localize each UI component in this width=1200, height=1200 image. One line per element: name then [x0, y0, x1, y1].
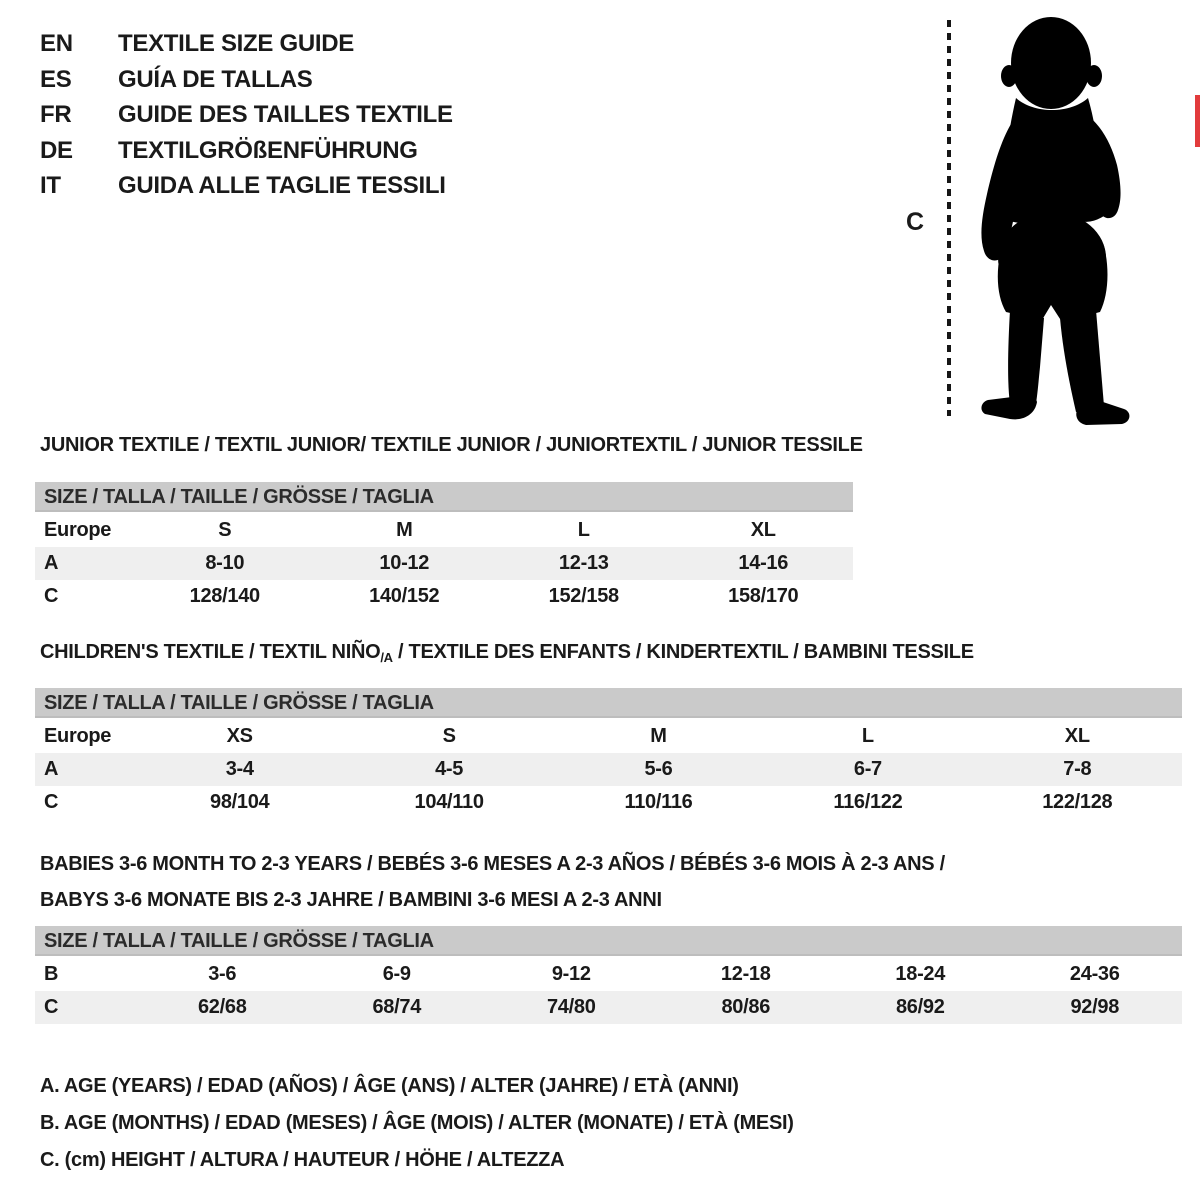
row-label: Europe — [44, 519, 112, 541]
children-title-text: CHILDREN'S TEXTILE / TEXTIL NIÑO — [40, 641, 381, 663]
children-size-banner: SIZE / TALLA / TAILLE / GRÖSSE / TAGLIA — [35, 688, 1182, 718]
footnote-age-years: A. AGE (YEARS) / EDAD (AÑOS) / ÂGE (ANS) / ALTER (JAHRE) / ETÀ (ANNI) — [40, 1075, 739, 1097]
height-cell: 158/170 — [728, 585, 799, 607]
months-cell: 6-9 — [382, 963, 411, 985]
size-cell: M — [650, 725, 667, 747]
language-title-list — [40, 30, 453, 208]
row-label: Europe — [44, 725, 112, 747]
red-edge-mark — [1195, 95, 1200, 147]
language-title: TEXTILGRÖßENFÜHRUNG — [118, 136, 418, 164]
junior-section-title: JUNIOR TEXTILE / TEXTIL JUNIOR/ TEXTILE JUNIOR / JUNIORTEXTIL / JUNIOR TESSILE — [40, 434, 863, 456]
table-row-height — [35, 786, 1182, 819]
months-cell: 12-18 — [720, 963, 771, 985]
height-cell: 140/152 — [369, 585, 440, 607]
height-cell: 104/110 — [414, 791, 484, 813]
language-code: IT — [40, 172, 61, 199]
language-row-es — [40, 66, 453, 91]
children-title-subscript: /A — [380, 650, 393, 665]
language-title: GUIDA ALLE TAGLIE TESSILI — [118, 172, 446, 199]
footnotes — [40, 1068, 794, 1179]
row-label: B — [44, 963, 59, 985]
junior-table — [35, 514, 853, 613]
babies-title-line2: BABYS 3-6 MONATE BIS 2-3 JAHRE / BAMBINI 3-6 MESI A 2-3 ANNI — [40, 889, 662, 911]
months-cell: 3-6 — [208, 963, 237, 985]
age-cell: 3-4 — [225, 758, 254, 780]
age-cell: 12-13 — [558, 552, 609, 574]
table-row-sizes — [35, 720, 1182, 753]
size-cell: L — [577, 519, 590, 541]
toddler-silhouette-icon — [958, 12, 1143, 436]
age-cell: 6-7 — [853, 758, 882, 780]
table-row-height — [35, 991, 1182, 1024]
months-cell: 24-36 — [1069, 963, 1120, 985]
row-label: C — [44, 791, 59, 813]
height-cell: 80/86 — [721, 996, 771, 1018]
size-cell: M — [396, 519, 413, 541]
age-cell: 8-10 — [205, 552, 245, 574]
age-cell: 14-16 — [738, 552, 789, 574]
height-cell: 62/68 — [197, 996, 247, 1018]
language-title: GUIDE DES TAILLES TEXTILE — [118, 101, 453, 128]
footnote-age-months: B. AGE (MONTHS) / EDAD (MESES) / ÂGE (MOIS) / ALTER (MONATE) / ETÀ (MESI) — [40, 1112, 794, 1134]
height-cell: 110/116 — [624, 791, 693, 813]
table-row-height — [35, 580, 853, 613]
height-measure-label: C — [906, 208, 924, 236]
height-cell: 152/158 — [548, 585, 619, 607]
language-row-it — [40, 172, 453, 197]
children-section-title — [40, 641, 974, 665]
size-cell: S — [442, 725, 456, 747]
babies-size-banner: SIZE / TALLA / TAILLE / GRÖSSE / TAGLIA — [35, 926, 1182, 956]
height-cell: 128/140 — [189, 585, 260, 607]
babies-title-line1: BABIES 3-6 MONTH TO 2-3 YEARS / BEBÉS 3-6 MESES A 2-3 AÑOS / BÉBÉS 3-6 MOIS À 2-3 ANS / — [40, 853, 945, 875]
table-row-age — [35, 547, 853, 580]
language-row-de — [40, 137, 453, 162]
size-cell: XL — [750, 519, 776, 541]
size-cell: XL — [1064, 725, 1090, 747]
children-title-text: / TEXTILE DES ENFANTS / KINDERTEXTIL / BAMBINI TESSILE — [392, 641, 974, 663]
language-row-fr — [40, 101, 453, 126]
babies-section-title — [40, 846, 945, 918]
language-title: GUÍA DE TALLAS — [118, 65, 313, 93]
language-title: TEXTILE SIZE GUIDE — [118, 30, 354, 57]
row-label: A — [44, 758, 59, 780]
months-cell: 9-12 — [551, 963, 591, 985]
height-cell: 92/98 — [1070, 996, 1120, 1018]
babies-table — [35, 958, 1182, 1024]
language-code: ES — [40, 65, 72, 93]
height-cell: 122/128 — [1042, 791, 1113, 813]
age-cell: 4-5 — [435, 758, 464, 780]
height-cell: 68/74 — [372, 996, 422, 1018]
row-label: C — [44, 585, 59, 607]
row-label: A — [44, 552, 59, 574]
language-code: FR — [40, 101, 72, 128]
language-code: DE — [40, 136, 73, 164]
row-label: C — [44, 996, 59, 1018]
height-cell: 98/104 — [210, 791, 270, 813]
size-cell: S — [218, 519, 232, 541]
table-row-age — [35, 753, 1182, 786]
table-row-sizes — [35, 514, 853, 547]
footnote-height-cm: C. (cm) HEIGHT / ALTURA / HAUTEUR / HÖHE / ALTEZZA — [40, 1149, 565, 1171]
months-cell: 18-24 — [895, 963, 946, 985]
height-cell: 74/80 — [546, 996, 596, 1018]
age-cell: 5-6 — [644, 758, 673, 780]
height-measure-dashed-line — [947, 20, 951, 416]
age-cell: 7-8 — [1063, 758, 1092, 780]
junior-size-banner: SIZE / TALLA / TAILLE / GRÖSSE / TAGLIA — [35, 482, 853, 512]
children-table — [35, 720, 1182, 819]
table-row-months — [35, 958, 1182, 991]
age-cell: 10-12 — [379, 552, 430, 574]
height-cell: 116/122 — [833, 791, 903, 813]
height-cell: 86/92 — [895, 996, 945, 1018]
language-code: EN — [40, 30, 73, 57]
size-cell: XS — [226, 725, 253, 747]
language-row-en — [40, 30, 453, 55]
size-cell: L — [861, 725, 874, 747]
